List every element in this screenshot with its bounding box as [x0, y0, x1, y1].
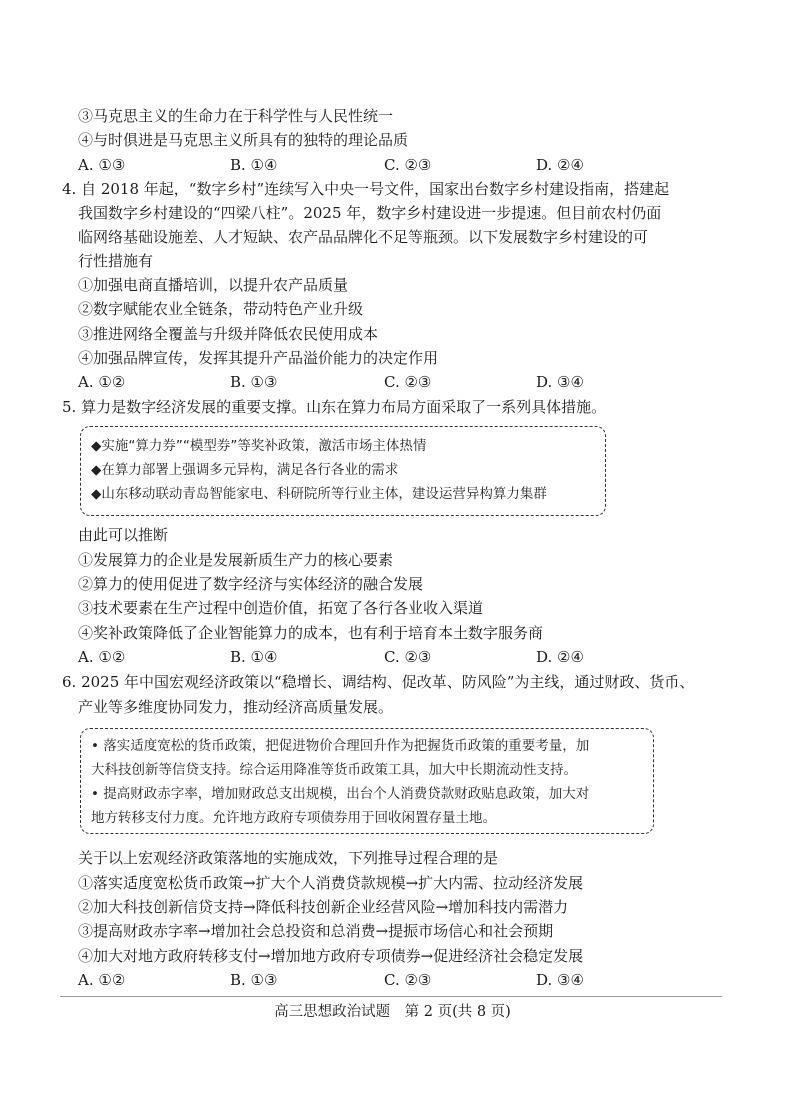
q3-options [78, 153, 598, 177]
q6-box-line-3: • 提高财政赤字率，增加财政总支出规模，出台个人消费贷款财政贴息政策，加大对 [91, 786, 590, 802]
q4-item-3: ③推进网络全覆盖与升级并降低农民使用成本 [78, 325, 379, 343]
q4-options [78, 370, 598, 394]
q6-option-c: C. ②③ [384, 971, 432, 989]
q5-stem: 5. 算力是数字经济发展的重要支撑。山东在算力布局方面采取了一系列具体措施。 [62, 398, 607, 416]
q6-stem-line-2: 产业等多维度协同发力，推动经济高质量发展。 [78, 698, 394, 716]
q6-option-d: D. ③④ [536, 971, 584, 989]
q3-option-a: A. ①③ [78, 156, 126, 174]
q3-option-d: D. ②④ [536, 156, 584, 174]
q6-item-3: ③提高财政赤字率→增加社会总投资和总消费→提振市场信心和社会预期 [78, 922, 554, 940]
q3-option-b: B. ①④ [230, 156, 278, 174]
q5-option-d: D. ②④ [536, 648, 584, 666]
footer-divider [60, 996, 722, 997]
q6-options [78, 968, 598, 992]
q5-box-line-1: ◆实施“算力券”“模型券”等奖补政策，激活市场主体热情 [91, 438, 427, 454]
q4-option-a: A. ①② [78, 373, 126, 391]
q6-item-1: ①落实适度宽松货币政策→扩大个人消费贷款规模→扩大内需、拉动经济发展 [78, 874, 584, 892]
q4-item-1: ①加强电商直播培训，以提升农产品质量 [78, 276, 349, 294]
q6-option-a: A. ①② [78, 971, 126, 989]
q4-stem-line-3: 临网络基础设施差、人才短缺、农产品品牌化不足等瓶颈。以下发展数字乡村建设的可 [78, 228, 649, 246]
q5-info-box [80, 426, 606, 516]
q5-options [78, 645, 598, 669]
q5-item-3: ③技术要素在生产过程中创造价值，拓宽了各行各业收入渠道 [78, 599, 484, 617]
q5-item-1: ①发展算力的企业是发展新质生产力的核心要素 [78, 551, 394, 569]
q4-item-4: ④加强品牌宣传，发挥其提升产品溢价能力的决定作用 [78, 349, 439, 367]
q4-stem-line-4: 行性措施有 [78, 252, 154, 270]
q4-item-2: ②数字赋能农业全链条，带动特色产业升级 [78, 300, 364, 318]
q6-option-b: B. ①③ [230, 971, 278, 989]
q3-item-4: ④与时俱进是马克思主义所具有的独特的理论品质 [78, 131, 409, 149]
q5-item-4: ④奖补政策降低了企业智能算力的成本，也有利于培育本土数字服务商 [78, 624, 544, 642]
q6-item-2: ②加大科技创新信贷支持→降低科技创新企业经营风险→增加科技内需潜力 [78, 898, 569, 916]
q5-option-b: B. ①④ [230, 648, 278, 666]
q4-option-d: D. ③④ [536, 373, 584, 391]
q5-option-a: A. ①② [78, 648, 126, 666]
q4-option-c: C. ②③ [384, 373, 432, 391]
q4-stem-line-1: 4. 自 2018 年起，“数字乡村”连续写入中央一号文件，国家出台数字乡村建设指南，搭建起 [62, 180, 670, 198]
q5-box-line-2: ◆在算力部署上强调多元异构，满足各行各业的需求 [91, 462, 399, 478]
q6-item-4: ④加大对地方政府转移支付→增加地方政府专项债券→促进经济社会稳定发展 [78, 947, 584, 965]
q6-box-line-1: • 落实适度宽松的货币政策，把促进物价合理回升作为把握货币政策的重要考量，加 [91, 738, 590, 754]
q3-item-3: ③马克思主义的生命力在于科学性与人民性统一 [78, 107, 394, 125]
q5-box-line-3: ◆山东移动联动青岛智能家电、科研院所等行业主体，建设运营异构算力集群 [91, 486, 547, 502]
q3-option-c: C. ②③ [384, 156, 432, 174]
q4-option-b: B. ①③ [230, 373, 278, 391]
q6-lead: 关于以上宏观经济政策落地的实施成效，下列推导过程合理的是 [78, 849, 499, 867]
q5-lead: 由此可以推断 [78, 526, 169, 544]
q5-option-c: C. ②③ [384, 648, 432, 666]
q5-item-2: ②算力的使用促进了数字经济与实体经济的融合发展 [78, 575, 424, 593]
q6-box-line-2: 大科技创新等信贷支持。综合运用降准等货币政策工具，加大中长期流动性支持。 [91, 762, 577, 778]
q6-info-box [80, 728, 654, 834]
q4-stem-line-2: 我国数字乡村建设的“四梁八柱”。2025 年，数字乡村建设进一步提速。但目前农村仍面 [78, 204, 662, 222]
q6-stem-line-1: 6. 2025 年中国宏观经济政策以“稳增长、调结构、促改革、防风险”为主线，通过财政、货币、 [62, 673, 695, 691]
q6-box-line-4: 地方转移支付力度。允许地方政府专项债券用于回收闲置存量土地。 [91, 810, 496, 826]
page-footer: 高三思想政治试题 第 2 页(共 8 页) [274, 1004, 511, 1020]
